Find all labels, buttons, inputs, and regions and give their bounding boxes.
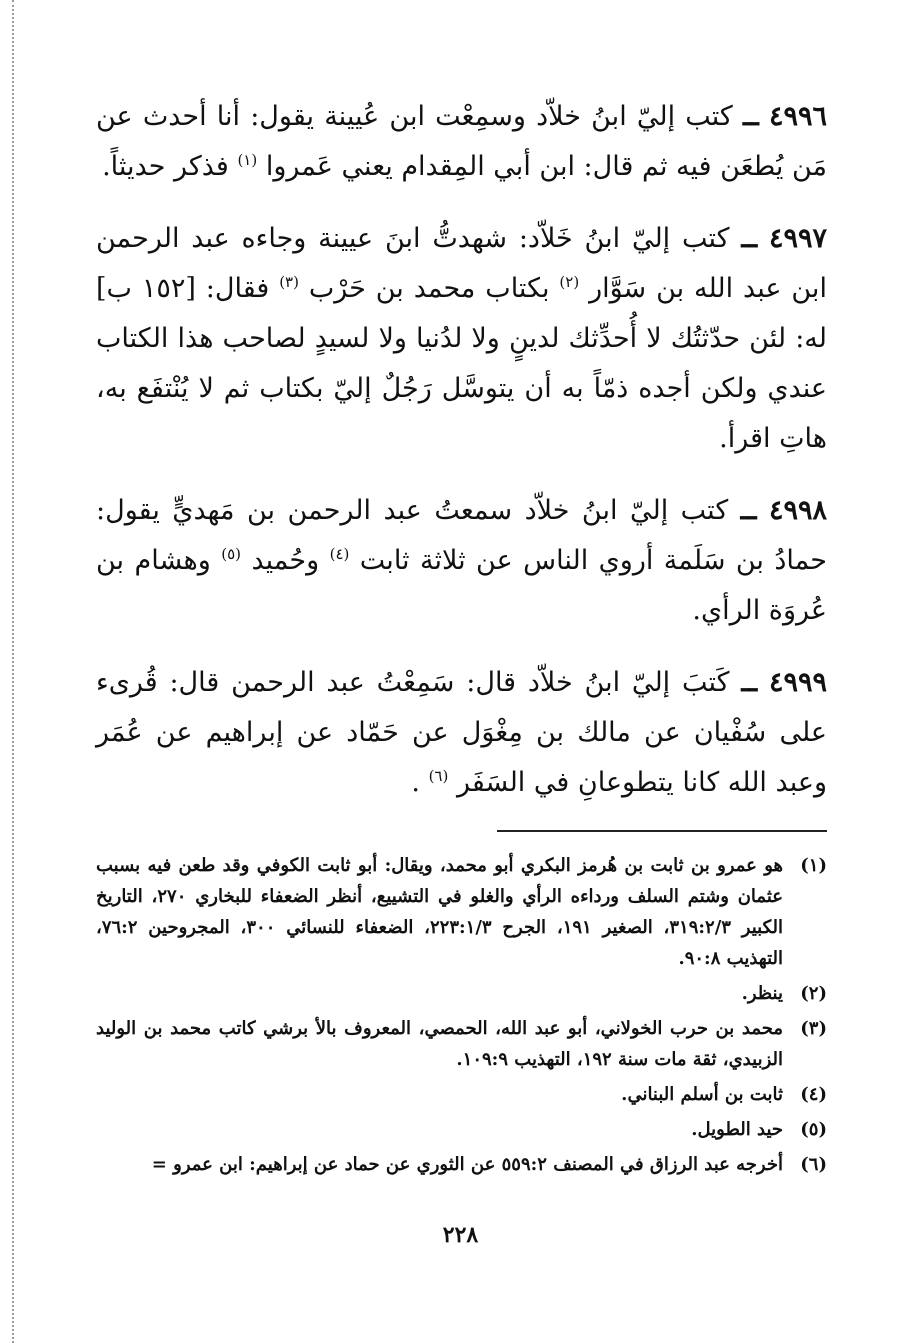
footnote-ref[interactable]: (٥) (221, 545, 242, 563)
footnote-5 (96, 1114, 827, 1145)
entry-dash: ــ (741, 667, 758, 698)
footnote-number: (٥) (800, 1119, 827, 1140)
footnote-text: ثابت بن أسلم البناني. (621, 1084, 783, 1105)
entry-dash: ــ (741, 223, 758, 254)
entry-tail: فذكر حديثاً. (102, 151, 229, 182)
footnote-1 (96, 850, 827, 974)
footnote-ref[interactable]: (١) (237, 151, 258, 169)
footnote-number: (٤) (800, 1084, 827, 1105)
entry-number: ٤٩٩٨ (768, 495, 827, 526)
entry-4998 (96, 486, 827, 636)
entry-4999 (96, 658, 827, 808)
page-number: ٢٢٨ (442, 1222, 479, 1248)
footnote-ref[interactable]: (٣) (279, 273, 299, 291)
footnotes (96, 850, 827, 1180)
entry-text: كتب إليّ ابنُ خلاّد وسمِعْت ابن عُيينة يقول: أنا أحدث عن مَن يُطعَن فيه ثم قال: ابن أبي المِقدام يعني عَمروا (96, 101, 827, 182)
footnote-text: ينظر. (741, 983, 783, 1004)
footnote-text: محمد بن حرب الخولاني، أبو عبد الله، الحمصي، المعروف بالأ برشي كاتب محمد بن الوليد الزبيدي، ثقة مات سنة ١٩٢، التهذيب ١٠٩:٩. (96, 1018, 783, 1070)
footnote-text: حيد الطويل. (691, 1119, 783, 1140)
footnote-number: (٣) (800, 1018, 827, 1039)
footnote-ref[interactable]: (٦) (428, 767, 449, 785)
footnote-text: هو عمرو بن ثابت بن هُرمز البكري أبو محمد، ويقال: أبو ثابت الكوفي وقد طعن فيه بسبب عثمان وشتم السلف ورداءه الرأي والغلو في التشييع، أنظر الضعفاء للبخاري ٢٧٠، التاريخ الكبير ٣١٩:٢/٣، الصغير ١٩١، الجرح ٢٢٣:١/٣، الضعفاء للنسائي ٣٠٠، المجروحين ٧٦:٢، التهذيب ٩٠:٨. (96, 855, 784, 969)
footnote-ref[interactable]: (٤) (329, 545, 350, 563)
entry-dash: ــ (740, 495, 757, 526)
entry-text: كتب إليّ ابنُ خلاّد سمعتُ عبد الرحمن بن مَهديٍّ يقول: حمادُ بن سَلَمة أروي الناس عن ثلاثة ثابت (96, 495, 827, 576)
main-text (96, 92, 827, 808)
entry-4997 (96, 214, 827, 464)
entry-tail: وهشام بن عُروَة الرأي. (96, 545, 827, 626)
footnote-number: (٦) (800, 1154, 827, 1175)
entry-text: كَتبَ إليّ ابنُ خلاّد قال: سَمِعْتُ عبد الرحمن قال: قُرىء على سُفْيان عن مالك بن مِغْوَل عن حَمّاد عن إبراهيم عن عُمَر وعبد الله كانا يتطوعانِ في السَفَر (96, 667, 827, 798)
entry-4996 (96, 92, 827, 192)
footnote-number: (٢) (800, 983, 827, 1004)
footnote-6 (96, 1149, 827, 1180)
footnote-4 (96, 1079, 827, 1110)
footnote-separator (497, 830, 827, 832)
footnote-text: أخرجه عبد الرزاق في المصنف ٥٥٩:٢ عن الثوري عن حماد عن إبراهيم: ابن عمرو = (151, 1154, 783, 1175)
entry-number: ٤٩٩٧ (768, 223, 827, 254)
entry-mid: بكتاب محمد بن حَرْب (308, 273, 550, 304)
entry-number: ٤٩٩٩ (768, 667, 827, 698)
footnote-3 (96, 1013, 827, 1075)
footnote-ref[interactable]: (٢) (559, 273, 580, 291)
entry-tail: فقال: [١٥٢ ب] له: لئن حدّثتُك لا أُحدِّثك لدينٍ ولا لدُنيا ولا لسيدٍ لصاحب هذا الكتاب عندي ولكن أجده ذمّاً به أن يتوسَّل رَجُلٌ إليّ بكتاب ثم لا يُنْتفَع به، هاتِ اقرأ. (96, 273, 827, 454)
entry-number: ٤٩٩٦ (768, 101, 827, 132)
entry-text: كتب إليّ ابنُ خَلاّد: شهدتُّ ابنَ عيينة وجاءه عبد الرحمن ابن عبد الله بن سَوَّار (96, 223, 827, 304)
entry-mid: وحُميد (251, 545, 320, 576)
scan-edge-dots (12, 0, 14, 1343)
footnote-number: (١) (800, 855, 827, 876)
entry-tail: . (411, 767, 420, 798)
entry-dash: ــ (742, 101, 759, 132)
footnote-2 (96, 978, 827, 1009)
